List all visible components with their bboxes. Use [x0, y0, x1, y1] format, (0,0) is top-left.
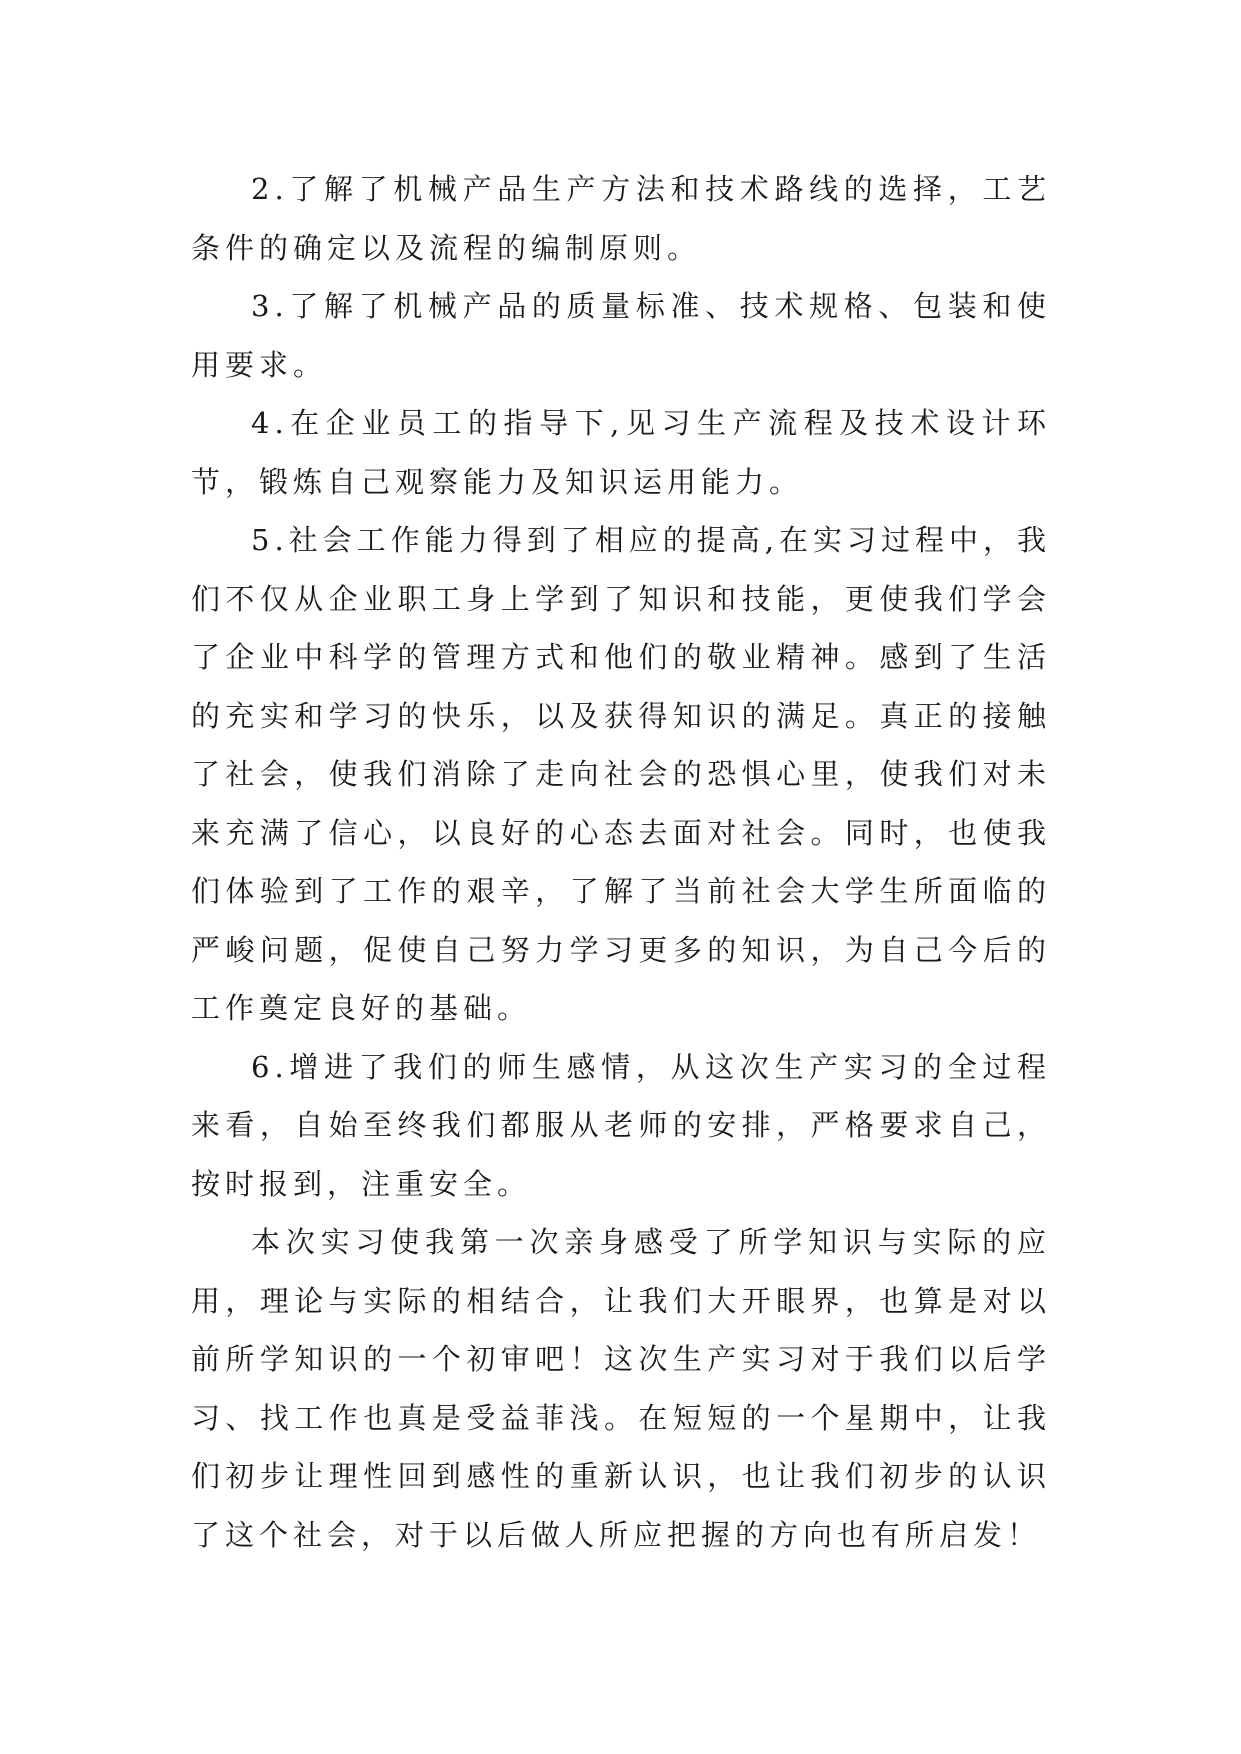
paragraph-item-6: 6.增进了我们的师生感情，从这次生产实习的全过程来看，自始至终我们都服从老师的安排，严格要求自己，按时报到，注重安全。	[191, 1049, 1051, 1201]
paragraph-conclusion: 本次实习使我第一次亲身感受了所学知识与实际的应用，理论与实际的相结合，让我们大开眼界，也算是对以前所学知识的一个初审吧！这次生产实习对于我们以后学习、找工作也真是受益菲浅。在短短的一个星期中，让我们初步让理性回到感性的重新认识，也让我们初步的认识了这个社会，对于以后做人所应把握的方向也有所启发！	[191, 1225, 1051, 1552]
paragraph-item-5: 5.社会工作能力得到了相应的提高,在实习过程中，我们不仅从企业职工身上学到了知识和技能，更使我们学会了企业中科学的管理方式和他们的敬业精神。感到了生活的充实和学习的快乐，以及获得知识的满足。真正的接触了社会，使我们消除了走向社会的恐惧心里，使我们对未来充满了信心，以良好的心态去面对社会。同时，也使我们体验到了工作的艰辛，了解了当前社会大学生所面临的严峻问题，促使自己努力学习更多的知识，为自己今后的工作奠定良好的基础。	[191, 523, 1051, 1025]
document-body	[191, 160, 1051, 1564]
paragraph-item-4: 4.在企业员工的指导下,见习生产流程及技术设计环节，锻炼自己观察能力及知识运用能力。	[191, 406, 1051, 499]
paragraph-item-2: 2.了解了机械产品生产方法和技术路线的选择，工艺条件的确定以及流程的编制原则。	[191, 172, 1051, 265]
paragraph-item-3: 3.了解了机械产品的质量标准、技术规格、包装和使用要求。	[191, 289, 1051, 382]
